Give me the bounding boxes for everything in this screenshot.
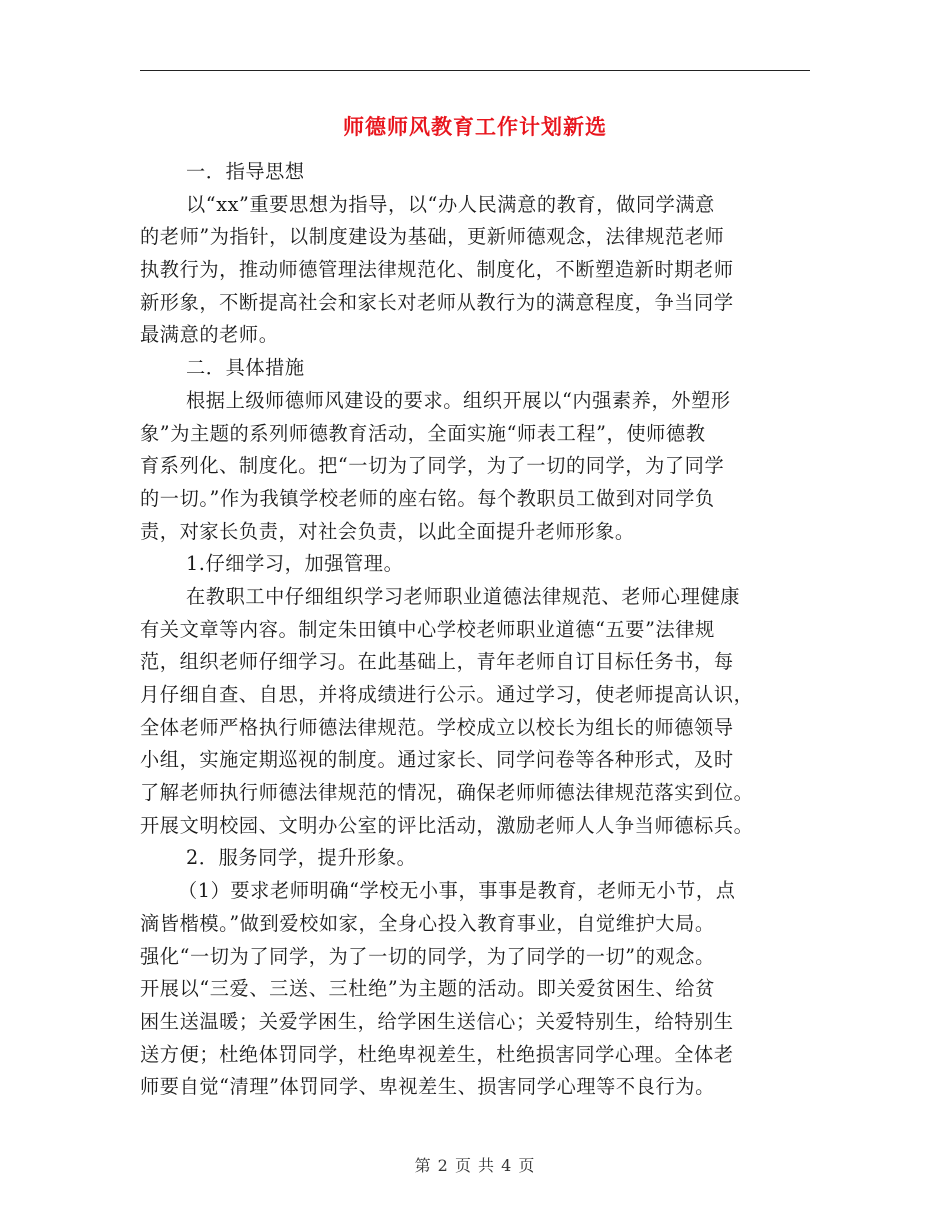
text-line: 滴皆楷模。”做到爱校如家，全身心投入教育事业，自觉维护大局。 bbox=[140, 911, 715, 935]
text-line: 全体老师严格执行师德法律规范。学校成立以校长为组长的师德领导 bbox=[140, 715, 734, 739]
text-line: 2．服务同学，提升形象。 bbox=[186, 846, 417, 870]
text-line: 的一切。”作为我镇学校老师的座右铭。每个教职员工做到对同学负 bbox=[140, 486, 715, 510]
text-line: 1.仔细学习，加强管理。 bbox=[186, 552, 404, 576]
text-line: 责，对家长负责，对社会负责，以此全面提升老师形象。 bbox=[140, 519, 635, 543]
text-line: 有关文章等内容。制定朱田镇中心学校老师职业道德“五要”法律规 bbox=[140, 617, 715, 641]
text-line: （1）要求老师明确“学校无小事，事事是教育，老师无小节，点 bbox=[178, 879, 736, 903]
text-line: 的老师”为指针，以制度建设为基础，更新师德观念，法律规范老师 bbox=[140, 225, 725, 249]
text-line: 了解老师执行师德法律规范的情况，确保老师师德法律规范落实到位。 bbox=[140, 781, 754, 805]
text-line: 范，组织老师仔细学习。在此基础上，青年老师自订目标任务书，每 bbox=[140, 650, 734, 674]
document-title: 师德师风教育工作计划新选 bbox=[343, 114, 607, 139]
text-line: 二．具体措施 bbox=[186, 356, 305, 380]
text-line: 开展以“三爱、三送、三杜绝”为主题的活动。即关爱贫困生、给贫 bbox=[140, 977, 715, 1001]
text-line: 育系列化、制度化。把“一切为了同学，为了一切的同学，为了同学 bbox=[140, 454, 725, 478]
text-line: 在教职工中仔细组织学习老师职业道德法律规范、老师心理健康 bbox=[186, 584, 741, 608]
text-line: 强化“一切为了同学，为了一切的同学，为了同学的一切”的观念。 bbox=[140, 944, 715, 968]
text-line: 根据上级师德师风建设的要求。组织开展以“内强素养，外塑形 bbox=[186, 388, 731, 412]
text-line: 小组，实施定期巡视的制度。通过家长、同学问卷等各种形式，及时 bbox=[140, 748, 734, 772]
text-line: 开展文明校园、文明办公室的评比活动，激励老师人人争当师德标兵。 bbox=[140, 813, 754, 837]
page-footer: 第 2 页 共 4 页 bbox=[414, 1156, 536, 1175]
text-line: 师要自觉“清理”体罚同学、卑视差生、损害同学心理等不良行为。 bbox=[140, 1075, 715, 1099]
text-line: 一．指导思想 bbox=[186, 160, 305, 183]
text-line: 最满意的老师。 bbox=[140, 323, 279, 347]
text-line: 送方便；杜绝体罚同学，杜绝卑视差生，杜绝损害同学心理。全体老 bbox=[140, 1042, 734, 1066]
header-rule bbox=[140, 70, 810, 71]
text-line: 月仔细自查、自思，并将成绩进行公示。通过学习，使老师提高认识， bbox=[140, 683, 754, 706]
text-line: 执教行为，推动师德管理法律规范化、制度化，不断塑造新时期老师 bbox=[140, 258, 734, 282]
text-line: 困生送温暖；关爱学困生，给学困生送信心；关爱特别生，给特别生 bbox=[140, 1009, 734, 1033]
text-line: 象”为主题的系列师德教育活动，全面实施“师表工程”，使师德教 bbox=[140, 421, 706, 445]
text-line: 新形象，不断提高社会和家长对老师从教行为的满意程度，争当同学 bbox=[140, 290, 734, 314]
text-line: 以“xx”重要思想为指导，以“办人民满意的教育，做同学满意 bbox=[186, 192, 715, 216]
document-body bbox=[140, 156, 812, 1104]
